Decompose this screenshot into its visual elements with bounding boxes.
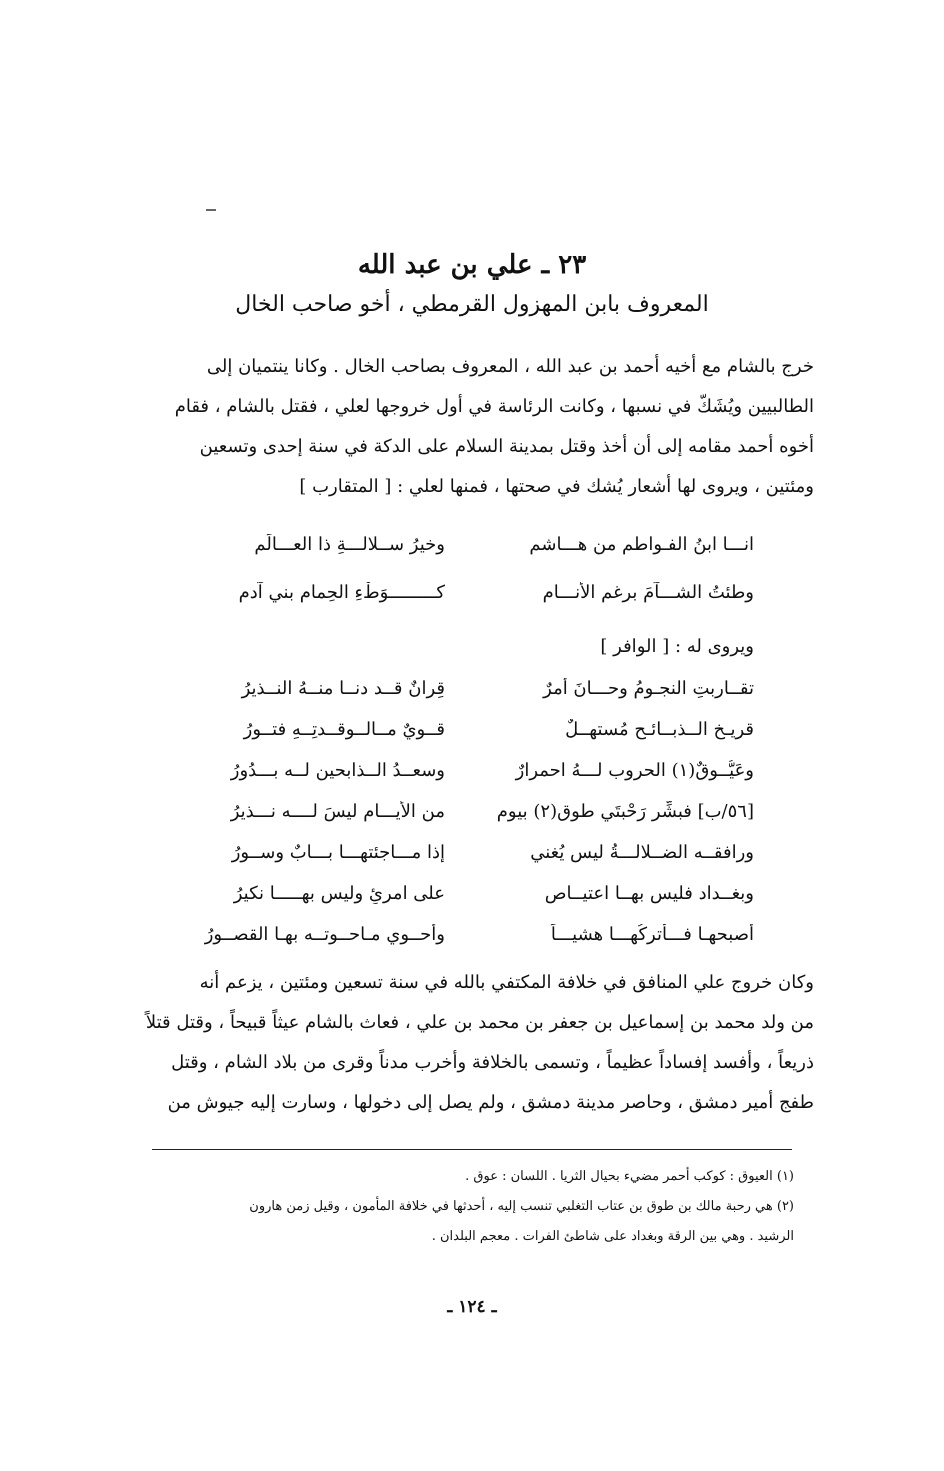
verse-second-hemistich: كـــــــــوَطْءِ الحِمامِ بني آدمِ — [238, 581, 445, 603]
verse-line — [184, 791, 754, 832]
verse-line — [184, 832, 754, 873]
verse-first-hemistich: أصبحهـا فـــأتركُهـــا هشيـــاً — [550, 924, 754, 945]
verse-second-hemistich: إذا مـــاجئتهـــا بـــابٌ وســورُ — [231, 842, 445, 863]
paragraph-line: الطالبيين ويُشَكّ في نسبها ، وكانت الرئاسة في أول خروجها لعلي ، فقتل بالشام ، فقام — [174, 396, 814, 417]
paragraph-line: ذريعاً ، وأفسد إفساداً عظيماً ، وتسمى بالخلافة وأخرب مدناً وقرى من بلاد الشام ، وقتل — [171, 1052, 814, 1073]
verse-first-hemistich: انـــا ابنُ الفـواطمِ من هـــاشمِ — [529, 533, 754, 555]
verse-first-hemistich: تقــاربتِ النجـومُ وحـــانَ أمرٌ — [543, 678, 754, 699]
verse-line — [184, 568, 754, 616]
verse-first-hemistich: وبغــداد فليس بهــا اعتيــاص — [544, 883, 754, 904]
verse-second-hemistich: على امرئٍ وليس بهـــــا نكيرُ — [233, 883, 445, 904]
verse-first-hemistich: ورافقــه الضــلالـــةُ ليس يُغني — [530, 842, 754, 863]
verse-second-hemistich: قِرانٌ قــد دنــا منــهُ النــذيرُ — [241, 678, 445, 699]
footnote: (١) العيوق : كوكب أحمر مضيء بحيال الثريا . اللسان : عوق . — [465, 1169, 794, 1184]
footnote: (٢) هي رحبة مالك بن طوق بن عتاب التغلبي تنسب إليه ، أحدثها في خلافة المأمون ، وقيل زمن هارون — [249, 1199, 794, 1214]
verse-second-hemistich: وسعــدُ الــذابحين لــه بـــدُورُ — [230, 760, 445, 781]
verse-line — [184, 709, 754, 750]
page-number: ـ ١٢٤ ـ — [447, 1297, 497, 1317]
meter-note: ويروى له : [ الوافر ] — [600, 636, 754, 657]
poem-mutaqarib — [184, 520, 754, 616]
verse-second-hemistich: وأحــوي مـاحــوتــه بهـا القصــورُ — [204, 924, 445, 945]
poem-wafir — [184, 668, 754, 955]
stray-ink-mark — [206, 209, 216, 211]
closing-paragraph — [124, 963, 814, 1123]
paragraph-line: ومئتين ، ويروى لها أشعار يُشك في صحتها ، فمنها لعلي : [ المتقارب ] — [299, 476, 814, 497]
paragraph-line: طفج أمير دمشق ، وحاصر مدينة دمشق ، ولم يصل إلى دخولها ، وسارت إليه جيوش من — [167, 1092, 814, 1113]
verse-first-hemistich: وطئتُ الشـــآمَ برغمِ الأنـــامِ — [542, 581, 754, 603]
verse-second-hemistich: وخيرُ ســلالـــةِ ذا العـــالَمِ — [254, 533, 445, 555]
footnote-divider — [152, 1149, 792, 1150]
verse-first-hemistich: قريـخ الــذبــائـح مُستهــلٌ — [565, 719, 754, 740]
footnote: الرشيد . وهي بين الرقة وبغداد على شاطئ الفرات . معجم البلدان . — [431, 1229, 794, 1244]
paragraph-line: من ولد محمد بن إسماعيل بن جعفر بن محمد بن علي ، فعاث بالشام عيثاً قبيحاً ، وقتل قتلاً — [145, 1012, 814, 1033]
verse-line — [184, 750, 754, 791]
paragraph-line: أخوه أحمد مقامه إلى أن أخذ وقتل بمدينة السلام على الدكة في سنة إحدى وتسعين — [199, 436, 814, 457]
verse-first-hemistich: [٥٦/ب] فبشِّر رَحْبتَي طوقٍ(٢) بيومٍ — [496, 801, 754, 822]
intro-paragraph — [124, 347, 814, 507]
verse-line — [184, 668, 754, 709]
verse-line — [184, 873, 754, 914]
section-heading: ٢٣ ـ علي بن عبد الله — [357, 250, 587, 280]
verse-line — [184, 914, 754, 955]
verse-second-hemistich: من الأيـــام ليسَ لــــه نـــذيرُ — [230, 801, 445, 822]
paragraph-line: وكان خروج علي المنافق في خلافة المكتفي بالله في سنة تسعين ومئتين ، يزعم أنه — [199, 972, 814, 993]
verse-second-hemistich: قــويٌ مــالــوقــدتِــهِ فتــورُ — [243, 719, 445, 740]
footnotes — [114, 1162, 794, 1252]
verse-first-hemistich: وعَيُّــوقٌ(١) الحروب لـــهُ احمرارٌ — [515, 760, 754, 781]
paragraph-line: خرج بالشام مع أخيه أحمد بن عبد الله ، المعروف بصاحب الخال . وكانا ينتميان إلى — [206, 356, 814, 377]
section-subheading: المعروف بابن المهزول القرمطي ، أخو صاحب الخال — [235, 292, 709, 317]
verse-line — [184, 520, 754, 568]
